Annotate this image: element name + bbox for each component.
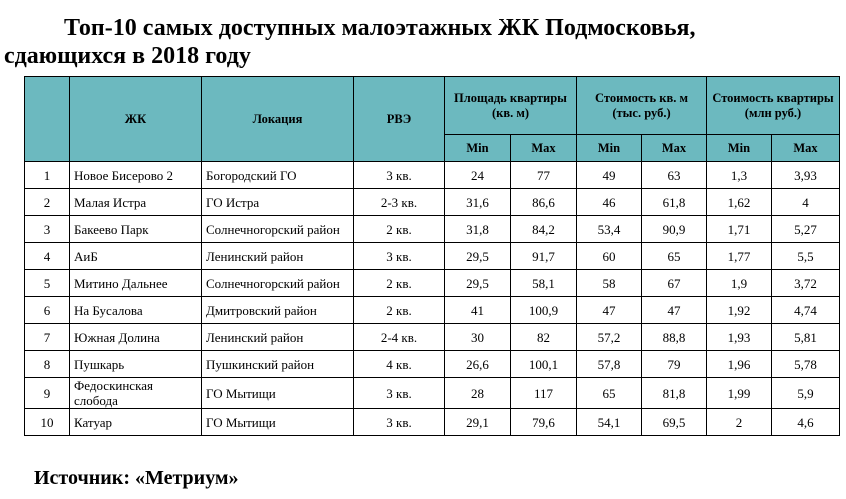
cell-complex-name: Бакеево Парк <box>70 216 202 243</box>
cell-price-sqm-max: 67 <box>642 270 707 297</box>
cell-complex-name: Катуар <box>70 409 202 436</box>
cell-rve: 3 кв. <box>354 243 445 270</box>
cell-area-min: 31,6 <box>445 189 511 216</box>
cell-location: Дмитровский район <box>202 297 354 324</box>
cell-price-flat-max: 3,93 <box>772 162 840 189</box>
cell-area-max: 86,6 <box>511 189 577 216</box>
cell-area-min: 28 <box>445 378 511 409</box>
cell-row-number: 6 <box>25 297 70 324</box>
cell-area-max: 100,1 <box>511 351 577 378</box>
cell-price-flat-max: 5,81 <box>772 324 840 351</box>
cell-location: Солнечногорский район <box>202 270 354 297</box>
cell-location: ГО Мытищи <box>202 378 354 409</box>
cell-area-min: 29,1 <box>445 409 511 436</box>
header-price-sqm: Стоимость кв. м (тыс. руб.) <box>577 77 707 135</box>
cell-complex-name: Пушкарь <box>70 351 202 378</box>
cell-price-sqm-min: 53,4 <box>577 216 642 243</box>
cell-area-min: 30 <box>445 324 511 351</box>
cell-row-number: 5 <box>25 270 70 297</box>
cell-price-flat-min: 1,62 <box>707 189 772 216</box>
cell-area-max: 91,7 <box>511 243 577 270</box>
header-row <box>25 77 840 135</box>
cell-row-number: 7 <box>25 324 70 351</box>
cell-price-sqm-max: 69,5 <box>642 409 707 436</box>
cell-price-sqm-min: 46 <box>577 189 642 216</box>
table-row <box>25 189 840 216</box>
table-row <box>25 351 840 378</box>
cell-price-flat-max: 3,72 <box>772 270 840 297</box>
cell-rve: 2 кв. <box>354 216 445 243</box>
cell-row-number: 10 <box>25 409 70 436</box>
cell-location: Пушкинский район <box>202 351 354 378</box>
source-note: Источник: «Метриум» <box>34 467 239 489</box>
cell-price-flat-min: 1,96 <box>707 351 772 378</box>
cell-complex-name: На Бусалова <box>70 297 202 324</box>
cell-price-flat-min: 1,77 <box>707 243 772 270</box>
cell-price-flat-max: 5,78 <box>772 351 840 378</box>
cell-area-max: 79,6 <box>511 409 577 436</box>
cell-price-flat-min: 1,9 <box>707 270 772 297</box>
header-price-flat: Стоимость квартиры (млн руб.) <box>707 77 840 135</box>
cell-area-max: 82 <box>511 324 577 351</box>
cell-rve: 3 кв. <box>354 162 445 189</box>
cell-location: Ленинский район <box>202 324 354 351</box>
cell-price-flat-min: 1,71 <box>707 216 772 243</box>
title-line-2: сдающихся в 2018 году <box>4 43 251 69</box>
cell-row-number: 3 <box>25 216 70 243</box>
page-title <box>0 14 846 70</box>
table-row <box>25 162 840 189</box>
cell-row-number: 1 <box>25 162 70 189</box>
table-row <box>25 216 840 243</box>
cell-row-number: 2 <box>25 189 70 216</box>
header-flat-max: Max <box>772 135 840 162</box>
header-sqm-min: Min <box>577 135 642 162</box>
cell-complex-name: Новое Бисерово 2 <box>70 162 202 189</box>
cell-price-flat-min: 1,99 <box>707 378 772 409</box>
cell-area-max: 117 <box>511 378 577 409</box>
cell-row-number: 8 <box>25 351 70 378</box>
cell-location: Богородский ГО <box>202 162 354 189</box>
cell-row-number: 9 <box>25 378 70 409</box>
cell-price-sqm-min: 54,1 <box>577 409 642 436</box>
cell-rve: 2-4 кв. <box>354 324 445 351</box>
table-row <box>25 270 840 297</box>
cell-location: Ленинский район <box>202 243 354 270</box>
cell-price-sqm-min: 58 <box>577 270 642 297</box>
cell-rve: 3 кв. <box>354 409 445 436</box>
cell-location: ГО Истра <box>202 189 354 216</box>
header-sqm-max: Max <box>642 135 707 162</box>
cell-area-max: 100,9 <box>511 297 577 324</box>
cell-area-min: 26,6 <box>445 351 511 378</box>
cell-price-sqm-max: 65 <box>642 243 707 270</box>
cell-price-flat-min: 1,92 <box>707 297 772 324</box>
cell-price-flat-max: 5,5 <box>772 243 840 270</box>
cell-rve: 3 кв. <box>354 378 445 409</box>
cell-area-max: 84,2 <box>511 216 577 243</box>
cell-price-flat-min: 2 <box>707 409 772 436</box>
cell-price-sqm-max: 88,8 <box>642 324 707 351</box>
cell-rve: 2-3 кв. <box>354 189 445 216</box>
cell-price-sqm-min: 65 <box>577 378 642 409</box>
header-area-max: Max <box>511 135 577 162</box>
cell-price-sqm-max: 90,9 <box>642 216 707 243</box>
cell-price-flat-min: 1,3 <box>707 162 772 189</box>
data-table <box>24 76 840 436</box>
cell-price-flat-min: 1,93 <box>707 324 772 351</box>
header-area-min: Min <box>445 135 511 162</box>
table-row <box>25 324 840 351</box>
cell-rve: 4 кв. <box>354 351 445 378</box>
cell-price-sqm-min: 57,2 <box>577 324 642 351</box>
cell-area-max: 77 <box>511 162 577 189</box>
cell-price-sqm-max: 47 <box>642 297 707 324</box>
header-location: Локация <box>202 77 354 162</box>
cell-price-sqm-max: 61,8 <box>642 189 707 216</box>
cell-price-flat-max: 4,74 <box>772 297 840 324</box>
cell-area-min: 24 <box>445 162 511 189</box>
cell-rve: 2 кв. <box>354 297 445 324</box>
cell-area-min: 29,5 <box>445 270 511 297</box>
cell-price-sqm-min: 49 <box>577 162 642 189</box>
header-rve: РВЭ <box>354 77 445 162</box>
cell-area-min: 41 <box>445 297 511 324</box>
cell-complex-name: Митино Дальнее <box>70 270 202 297</box>
cell-price-sqm-min: 60 <box>577 243 642 270</box>
cell-price-flat-max: 5,9 <box>772 378 840 409</box>
cell-price-sqm-min: 57,8 <box>577 351 642 378</box>
cell-price-sqm-max: 63 <box>642 162 707 189</box>
header-zhk: ЖК <box>70 77 202 162</box>
table-row <box>25 378 840 409</box>
header-area: Площадь квартиры (кв. м) <box>445 77 577 135</box>
cell-price-sqm-max: 79 <box>642 351 707 378</box>
table-row <box>25 297 840 324</box>
cell-location: ГО Мытищи <box>202 409 354 436</box>
table-body <box>25 162 840 436</box>
cell-area-min: 29,5 <box>445 243 511 270</box>
title-line-1: Топ-10 самых доступных малоэтажных ЖК Подмосковья, <box>64 15 696 41</box>
cell-price-flat-max: 4,6 <box>772 409 840 436</box>
cell-complex-name: Южная Долина <box>70 324 202 351</box>
cell-rve: 2 кв. <box>354 270 445 297</box>
cell-complex-name: АиБ <box>70 243 202 270</box>
cell-price-sqm-min: 47 <box>577 297 642 324</box>
table-row <box>25 243 840 270</box>
header-num <box>25 77 70 162</box>
cell-price-sqm-max: 81,8 <box>642 378 707 409</box>
table-row <box>25 409 840 436</box>
cell-area-max: 58,1 <box>511 270 577 297</box>
cell-area-min: 31,8 <box>445 216 511 243</box>
cell-row-number: 4 <box>25 243 70 270</box>
cell-price-flat-max: 5,27 <box>772 216 840 243</box>
header-flat-min: Min <box>707 135 772 162</box>
cell-price-flat-max: 4 <box>772 189 840 216</box>
cell-location: Солнечногорский район <box>202 216 354 243</box>
cell-complex-name: Федоскинская слобода <box>70 378 202 409</box>
cell-complex-name: Малая Истра <box>70 189 202 216</box>
